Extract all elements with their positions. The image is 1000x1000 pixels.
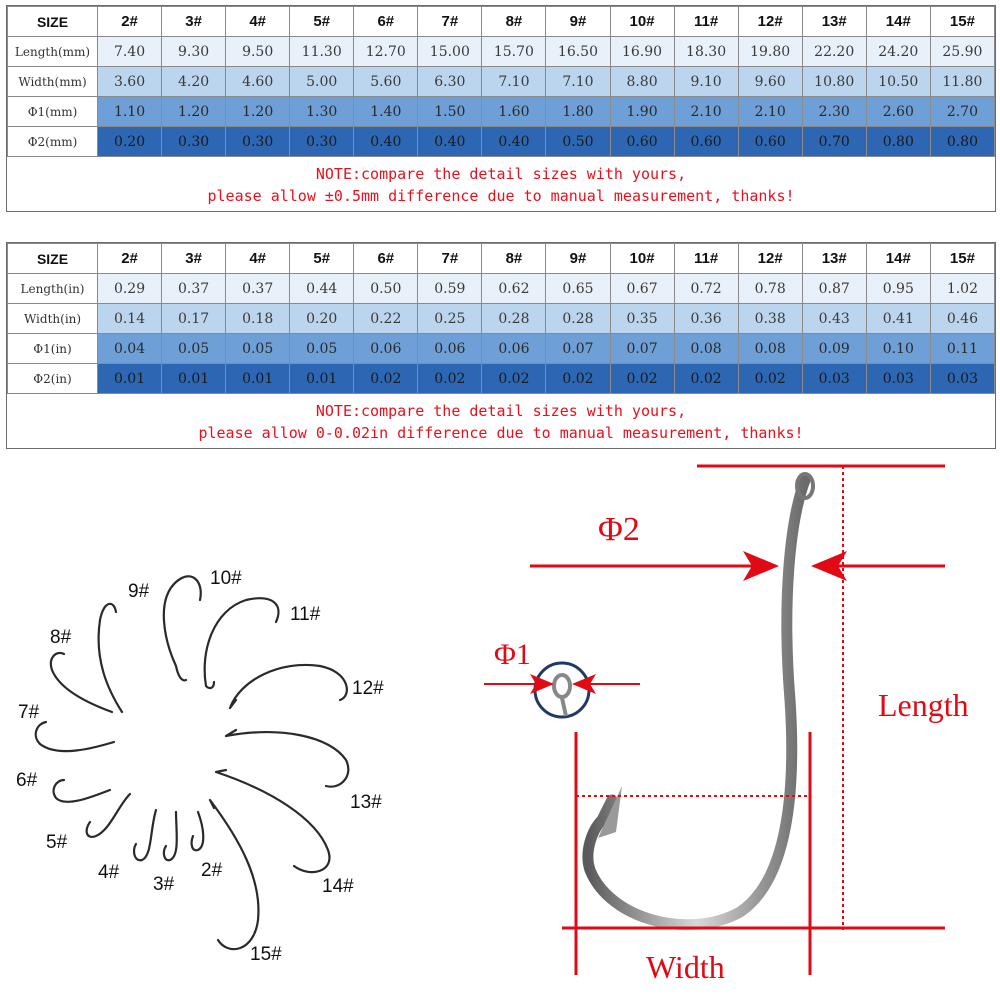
hook-13-icon (226, 730, 348, 787)
table-cell: 1.80 (546, 97, 610, 127)
hook-wheel-labels (16, 568, 384, 965)
table-cell: 7.10 (546, 67, 610, 97)
eye-detail-circle (535, 663, 589, 717)
hook-label-8: 8# (50, 627, 72, 648)
table-cell: 0.20 (290, 304, 354, 334)
table-cell: 11.80 (930, 67, 994, 97)
table-row (8, 97, 995, 127)
table-cell: 0.03 (802, 364, 866, 394)
table-cell: 15.00 (418, 37, 482, 67)
table-cell: 0.29 (98, 274, 162, 304)
size-header-cell: 5# (290, 244, 354, 274)
table-cell: 0.28 (546, 304, 610, 334)
table-cell: 8.80 (610, 67, 674, 97)
size-header-cell: 6# (354, 7, 418, 37)
size-header-cell: 10# (610, 7, 674, 37)
table-cell: 0.40 (482, 127, 546, 157)
size-header-cell: 13# (802, 244, 866, 274)
table-cell: 0.17 (162, 304, 226, 334)
hook-4-icon (134, 810, 156, 860)
table-cell: 0.67 (610, 274, 674, 304)
table-cell: 4.20 (162, 67, 226, 97)
table-cell: 0.35 (610, 304, 674, 334)
size-header-cell: 9# (546, 7, 610, 37)
eye-detail-icon (554, 675, 570, 697)
size-header-cell: 9# (546, 244, 610, 274)
table-cell: 1.20 (226, 97, 290, 127)
table-cell: 9.30 (162, 37, 226, 67)
table-cell: 0.05 (162, 334, 226, 364)
table-cell: 0.10 (866, 334, 930, 364)
table-row (8, 304, 995, 334)
hook-label-7: 7# (18, 702, 40, 723)
table-cell: 0.08 (738, 334, 802, 364)
table-cell: 0.07 (610, 334, 674, 364)
table-cell: 3.60 (98, 67, 162, 97)
table-cell: 0.60 (610, 127, 674, 157)
table-cell: 0.46 (930, 304, 994, 334)
size-header-row (8, 244, 995, 274)
table-cell: 11.30 (290, 37, 354, 67)
hook-label-12: 12# (352, 678, 384, 699)
table-cell: 0.04 (98, 334, 162, 364)
measurement-note-mm (7, 157, 995, 213)
table-cell: 0.20 (98, 127, 162, 157)
hook-6-icon (54, 780, 110, 802)
table-cell: 0.38 (738, 304, 802, 334)
size-header-cell: 8# (482, 244, 546, 274)
table-cell: 12.70 (354, 37, 418, 67)
note-line-1: NOTE:compare the detail sizes with yours, (315, 165, 687, 183)
table-cell: 0.72 (674, 274, 738, 304)
table-cell: 0.60 (738, 127, 802, 157)
table-cell: 7.10 (482, 67, 546, 97)
table-cell: 0.80 (866, 127, 930, 157)
table-cell: 1.02 (930, 274, 994, 304)
size-header-label: SIZE (8, 244, 98, 274)
note-line-1: NOTE:compare the detail sizes with yours, (315, 402, 687, 420)
table-cell: 0.06 (482, 334, 546, 364)
size-header-cell: 7# (418, 244, 482, 274)
table-cell: 0.03 (930, 364, 994, 394)
table-cell: 0.40 (354, 127, 418, 157)
size-header-cell: 12# (738, 7, 802, 37)
table-cell: 0.30 (226, 127, 290, 157)
size-header-cell: 13# (802, 7, 866, 37)
hook-5-icon (87, 794, 130, 837)
size-table-mm-grid (7, 6, 995, 157)
table-cell: 0.28 (482, 304, 546, 334)
table-cell: 0.06 (354, 334, 418, 364)
table-cell: 2.60 (866, 97, 930, 127)
width-label: Width (646, 949, 725, 985)
table-cell: 2.70 (930, 97, 994, 127)
table-cell: 0.36 (674, 304, 738, 334)
hook-label-5: 5# (46, 832, 68, 853)
size-table-mm (6, 5, 996, 212)
table-cell: 0.25 (418, 304, 482, 334)
table-cell: 2.30 (802, 97, 866, 127)
phi1-label: Φ1 (494, 638, 531, 671)
hook-9-icon (99, 604, 122, 712)
table-cell: 16.90 (610, 37, 674, 67)
size-header-cell: 10# (610, 244, 674, 274)
hook-label-6: 6# (16, 770, 38, 791)
table-cell: 0.08 (674, 334, 738, 364)
table-row (8, 334, 995, 364)
table-cell: 0.02 (546, 364, 610, 394)
size-header-cell: 4# (226, 244, 290, 274)
size-table-mm-body (8, 37, 995, 157)
hook-10-icon (164, 576, 201, 680)
size-table-in (6, 242, 996, 449)
table-cell: 0.03 (866, 364, 930, 394)
table-cell: 9.60 (738, 67, 802, 97)
table-cell: 0.07 (546, 334, 610, 364)
hook-label-3: 3# (153, 874, 175, 895)
hook-3-icon (164, 812, 177, 860)
size-header-cell: 3# (162, 244, 226, 274)
table-cell: 0.05 (290, 334, 354, 364)
table-cell: 0.43 (802, 304, 866, 334)
table-cell: 0.11 (930, 334, 994, 364)
table-cell: 0.30 (162, 127, 226, 157)
table-cell: 22.20 (802, 37, 866, 67)
table-cell: 6.30 (418, 67, 482, 97)
table-cell: 5.00 (290, 67, 354, 97)
table-cell: 2.10 (674, 97, 738, 127)
table-cell: 0.05 (226, 334, 290, 364)
row-label: Φ1(mm) (8, 97, 98, 127)
table-cell: 0.50 (354, 274, 418, 304)
table-cell: 0.01 (290, 364, 354, 394)
table-cell: 0.50 (546, 127, 610, 157)
table-cell: 1.20 (162, 97, 226, 127)
table-cell: 0.06 (418, 334, 482, 364)
table-cell: 0.02 (674, 364, 738, 394)
row-label: Length(mm) (8, 37, 98, 67)
size-header-cell: 8# (482, 7, 546, 37)
hook-label-2: 2# (201, 860, 223, 881)
hook-wheel (36, 576, 349, 949)
table-cell: 0.59 (418, 274, 482, 304)
table-cell: 0.22 (354, 304, 418, 334)
hook-label-4: 4# (98, 862, 120, 883)
hook-11-icon (205, 598, 279, 688)
hook-7-icon (36, 722, 114, 751)
hook-14-icon (216, 770, 329, 872)
length-label: Length (878, 687, 969, 723)
hook-label-13: 13# (350, 792, 382, 813)
table-cell: 0.62 (482, 274, 546, 304)
table-cell: 0.09 (802, 334, 866, 364)
size-header-cell: 15# (930, 7, 994, 37)
table-cell: 10.50 (866, 67, 930, 97)
table-cell: 2.10 (738, 97, 802, 127)
hook-2-icon (192, 812, 204, 850)
table-cell: 9.10 (674, 67, 738, 97)
table-row (8, 274, 995, 304)
table-cell: 0.02 (482, 364, 546, 394)
note-line-2: please allow ±0.5mm difference due to manual measurement, thanks! (207, 187, 795, 205)
size-header-cell: 6# (354, 244, 418, 274)
table-cell: 0.80 (930, 127, 994, 157)
table-cell: 0.87 (802, 274, 866, 304)
table-cell: 1.30 (290, 97, 354, 127)
hook-label-11: 11# (290, 604, 321, 625)
size-header-cell: 12# (738, 244, 802, 274)
table-cell: 4.60 (226, 67, 290, 97)
table-cell: 0.01 (98, 364, 162, 394)
size-header-cell: 4# (226, 7, 290, 37)
size-header-cell: 11# (674, 7, 738, 37)
row-label: Length(in) (8, 274, 98, 304)
table-cell: 0.41 (866, 304, 930, 334)
table-row (8, 37, 995, 67)
hook-label-14: 14# (322, 876, 354, 897)
size-header-cell: 7# (418, 7, 482, 37)
table-cell: 0.95 (866, 274, 930, 304)
table-cell: 0.40 (418, 127, 482, 157)
table-cell: 0.01 (226, 364, 290, 394)
table-cell: 0.70 (802, 127, 866, 157)
row-label: Φ1(in) (8, 334, 98, 364)
table-cell: 0.60 (674, 127, 738, 157)
table-cell: 0.18 (226, 304, 290, 334)
table-cell: 0.30 (290, 127, 354, 157)
dimension-diagram (484, 466, 969, 985)
table-cell: 25.90 (930, 37, 994, 67)
table-cell: 0.37 (162, 274, 226, 304)
size-header-cell: 3# (162, 7, 226, 37)
size-header-cell: 14# (866, 7, 930, 37)
table-cell: 0.37 (226, 274, 290, 304)
size-table-in-grid (7, 243, 995, 394)
table-cell: 1.60 (482, 97, 546, 127)
table-cell: 10.80 (802, 67, 866, 97)
table-cell: 0.02 (354, 364, 418, 394)
measurement-note-in (7, 394, 995, 450)
table-row (8, 67, 995, 97)
table-cell: 16.50 (546, 37, 610, 67)
hook-12-icon (230, 665, 347, 708)
hook-label-9: 9# (128, 581, 150, 602)
size-header-cell: 14# (866, 244, 930, 274)
table-cell: 0.02 (418, 364, 482, 394)
phi2-label: Φ2 (598, 511, 640, 548)
row-label: Width(mm) (8, 67, 98, 97)
table-cell: 0.14 (98, 304, 162, 334)
table-cell: 0.01 (162, 364, 226, 394)
table-cell: 1.40 (354, 97, 418, 127)
table-cell: 0.44 (290, 274, 354, 304)
table-cell: 0.65 (546, 274, 610, 304)
size-header-cell: 2# (98, 244, 162, 274)
hook-illustrations (0, 455, 1000, 1000)
table-cell: 9.50 (226, 37, 290, 67)
table-cell: 1.90 (610, 97, 674, 127)
size-header-cell: 2# (98, 7, 162, 37)
table-cell: 7.40 (98, 37, 162, 67)
row-label: Φ2(in) (8, 364, 98, 394)
table-cell: 0.78 (738, 274, 802, 304)
table-cell: 5.60 (354, 67, 418, 97)
size-header-cell: 15# (930, 244, 994, 274)
table-cell: 0.02 (738, 364, 802, 394)
table-row (8, 127, 995, 157)
table-cell: 1.10 (98, 97, 162, 127)
hook-label-15: 15# (250, 944, 282, 965)
table-row (8, 364, 995, 394)
row-label: Width(in) (8, 304, 98, 334)
size-header-cell: 11# (674, 244, 738, 274)
table-cell: 18.30 (674, 37, 738, 67)
table-cell: 24.20 (866, 37, 930, 67)
table-cell: 1.50 (418, 97, 482, 127)
table-cell: 0.02 (610, 364, 674, 394)
hook-label-10: 10# (210, 568, 242, 589)
table-cell: 15.70 (482, 37, 546, 67)
size-header-cell: 5# (290, 7, 354, 37)
table-cell: 19.80 (738, 37, 802, 67)
hook-8-icon (51, 653, 112, 712)
row-label: Φ2(mm) (8, 127, 98, 157)
size-header-row (8, 7, 995, 37)
size-table-in-body (8, 274, 995, 394)
note-line-2: please allow 0-0.02in difference due to manual measurement, thanks! (198, 424, 804, 442)
size-header-label: SIZE (8, 7, 98, 37)
